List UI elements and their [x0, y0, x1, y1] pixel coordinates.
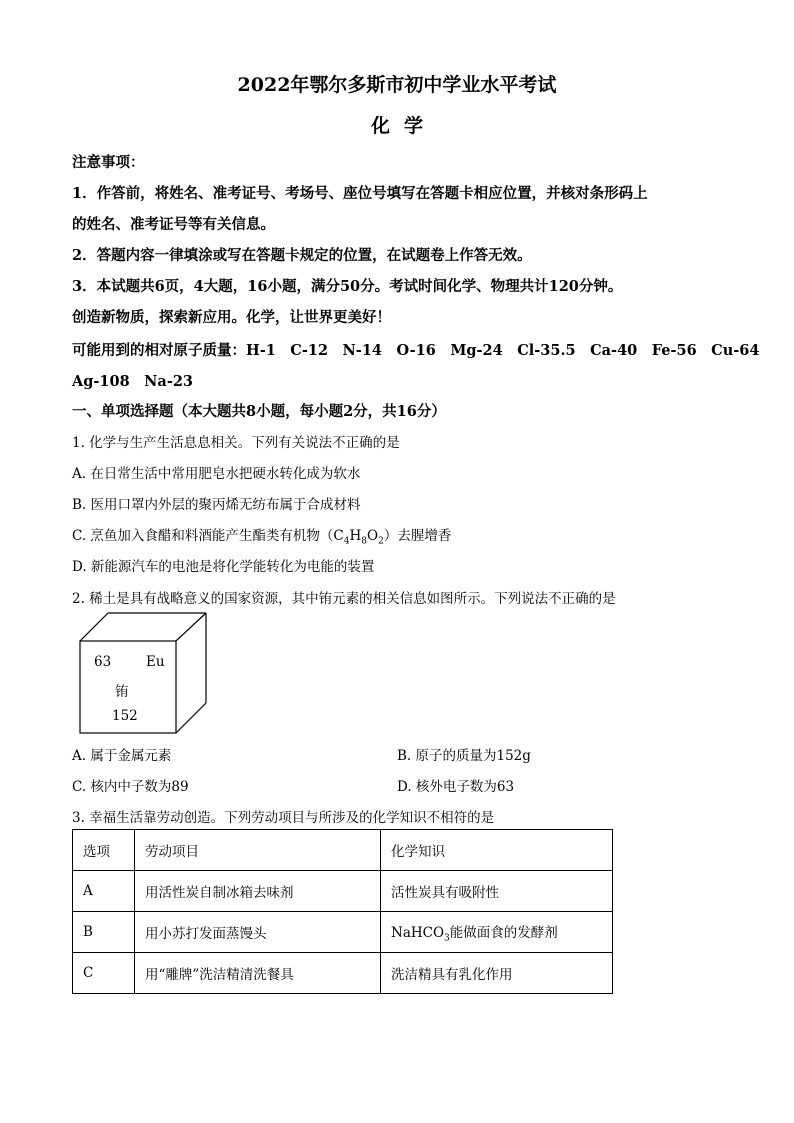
element-card-europium: [79, 611, 209, 739]
notice-item-1-line-1: 1．作答前，将姓名、准考证号、考场号、座位号填写在答题卡相应位置，并核对条形码上: [72, 185, 648, 202]
element-name: 铕: [115, 684, 129, 700]
subject-title: 化学: [370, 115, 437, 137]
atomic-masses-line-1: 可能用到的相对原子质量：H-1 C-12 N-14 O-16 Mg-24 Cl-35.5 Ca-40 Fe-56 Cu-64: [72, 342, 760, 359]
notice-heading: 注意事项：: [72, 154, 145, 171]
row-knowledge: 活性炭具有吸附性: [381, 871, 613, 912]
atomic-number: 63: [94, 654, 112, 670]
question-1-option-d: D. 新能源汽车的电池是将化学能转化为电能的装置: [72, 559, 375, 575]
table-row: [73, 912, 613, 953]
row-knowledge: NaHCO$_3$能做面食的发酵剂: [381, 912, 613, 953]
slogan: 创造新物质，探索新应用。化学，让世界更美好！: [72, 309, 391, 326]
row-option: C: [73, 953, 135, 994]
header-task: 劳动项目: [135, 830, 381, 871]
question-3-table: [72, 829, 613, 994]
question-1-option-b: B. 医用口罩内外层的聚丙烯无纺布属于合成材料: [72, 497, 361, 513]
table-row: [73, 953, 613, 994]
question-1-option-c: C. 烹鱼加入食醋和料酒能产生酯类有机物$(C_4H_8O_2)$去腥增香: [72, 528, 452, 547]
notice-item-2: 2．答题内容一律填涂或写在答题卡规定的位置，在试题卷上作答无效。: [72, 247, 532, 264]
question-3-stem: 3. 幸福生活靠劳动创造。下列劳动项目与所涉及的化学知识不相符的是: [72, 810, 495, 826]
exam-title: 2022年鄂尔多斯市初中学业水平考试: [237, 74, 557, 96]
row-task: 用“雕牌”洗洁精清洗餐具: [135, 953, 381, 994]
row-option: A: [73, 871, 135, 912]
header-knowledge: 化学知识: [381, 830, 613, 871]
row-option: B: [73, 912, 135, 953]
question-2-option-c: C. 核内中子数为89: [72, 779, 189, 795]
row-task: 用小苏打发面蒸馒头: [135, 912, 381, 953]
notice-item-1-line-2: 的姓名、准考证号等有关信息。: [72, 216, 275, 233]
atomic-mass: 152: [112, 708, 138, 724]
question-1-option-a: A. 在日常生活中常用肥皂水把硬水转化成为软水: [72, 466, 361, 482]
question-1-stem: 1. 化学与生产生活息息相关。下列有关说法不正确的是: [72, 435, 400, 451]
notice-item-3: 3．本试题共6页，4大题，16小题，满分50分。考试时间化学、物理共计120分钟。: [72, 278, 623, 295]
question-2-option-d: D. 核外电子数为63: [397, 779, 515, 795]
element-symbol: Eu: [146, 654, 165, 670]
element-card-cube: [79, 611, 209, 735]
question-2-stem: 2. 稀土是具有战略意义的国家资源，其中铕元素的相关信息如图所示。下列说法不正确的是: [72, 591, 616, 607]
table-header-row: [73, 830, 613, 871]
atomic-masses-line-2: Ag-108 Na-23: [72, 373, 194, 390]
row-task: 用活性炭自制冰箱去味剂: [135, 871, 381, 912]
question-2-option-a: A. 属于金属元素: [72, 748, 172, 764]
question-2-option-b: B. 原子的质量为152g: [397, 748, 531, 764]
header-option: 选项: [73, 830, 135, 871]
table-row: [73, 871, 613, 912]
row-knowledge: 洗洁精具有乳化作用: [381, 953, 613, 994]
section-1-heading: 一、单项选择题（本大题共8小题，每小题2分，共16分）: [72, 403, 446, 420]
